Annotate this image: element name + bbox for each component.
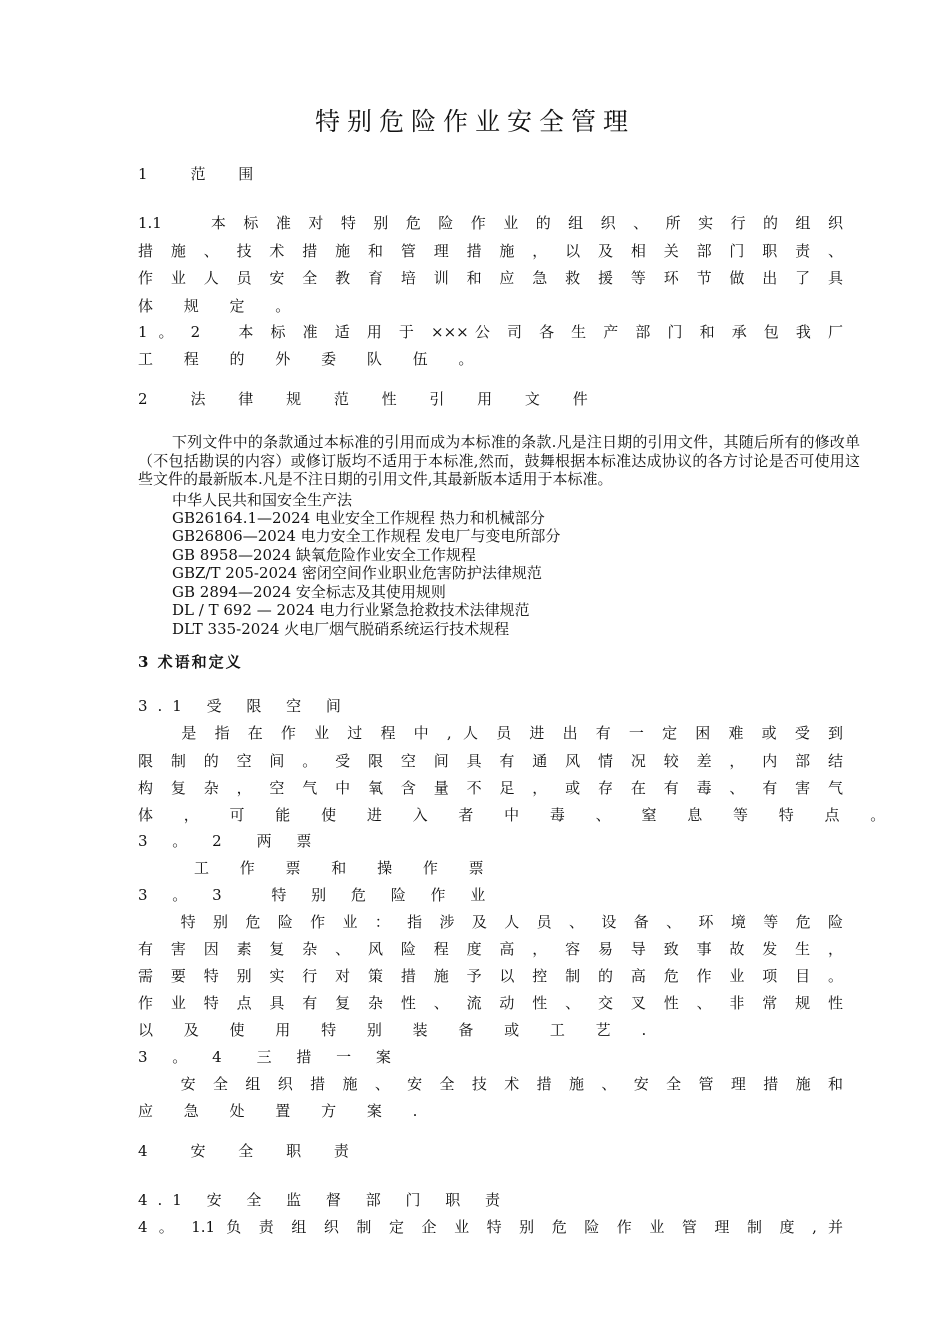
document-title: 特别危险作业安全管理 [314, 107, 635, 136]
term-3-3-heading: 3 。 3 特 别 危 险 作 业 [138, 886, 496, 904]
section-2-heading: 2 法 律 规 范 性 引 用 文 件 [138, 390, 602, 408]
section-2-intro: 下列文件中的条款通过本标准的引用而成为本标准的条款.凡是注日期的引用文件，其随后所有的修改单（不包括勘误的内容）或修订版均不适用于本标准,然而，鼓舞根据本标准达成协议的各方讨论是否可使用这些文件的最新版本.凡是不注日期的引用文件,其最新版本适用于本标准。 [138, 433, 860, 488]
paragraph-line: 构 复 杂 ， 空 气 中 氧 含 量 不 足 ， 或 存 在 有 毒 、 有 害 气 [138, 779, 843, 797]
reference-item: GBZ/T 205-2024 密闭空间作业职业危害防护法律规范 [172, 564, 542, 582]
section-4-heading: 4 安 全 职 责 [138, 1142, 363, 1160]
reference-item: GB26806—2024 电力安全工作规程 发电厂与变电所部分 [172, 527, 561, 545]
subsection-4-1-heading: 4.1 安 全 监 督 部 门 职 责 [138, 1191, 511, 1209]
paragraph-line: 体 规 定 。 [138, 297, 304, 315]
reference-item: GB26164.1—2024 电业安全工作规程 热力和机械部分 [172, 509, 545, 527]
paragraph-line: 作 业 特 点 具 有 复 杂 性 、 流 动 性 、 交 叉 性 、 非 常 规 性 [138, 994, 843, 1012]
term-3-1-heading: 3.1 受 限 空 间 [138, 697, 351, 715]
paragraph-line: 体 ， 可 能 使 进 入 者 中 毒 、 窒 息 等 特 点 。 [138, 806, 899, 824]
reference-item: DLT 335-2024 火电厂烟气脱硝系统运行技术规程 [172, 620, 510, 638]
paragraph-line: 限 制 的 空 间 。 受 限 空 间 具 有 通 风 情 况 较 差 ， 内 部 结 [138, 752, 843, 770]
term-3-2-heading: 3 。 2 两 票 [138, 832, 322, 850]
paragraph-line: 是 指 在 作 业 过 程 中 , 人 员 进 出 有 一 定 困 难 或 受 到 [138, 724, 843, 742]
paragraph-line: 工 程 的 外 委 队 伍 。 [138, 350, 487, 368]
paragraph-line: 措 施 、 技 术 措 施 和 管 理 措 施 ， 以 及 相 关 部 门 职 责 、 [138, 242, 843, 260]
paragraph-line: 4 。 1.1 负 责 组 织 制 定 企 业 特 别 危 险 作 业 管 理 制 度 , 并 [138, 1218, 843, 1236]
paragraph-line: 工 作 票 和 操 作 票 [138, 859, 497, 877]
section-1-heading: 1 范 围 [138, 165, 268, 183]
reference-item: DL / T 692 — 2024 电力行业紧急抢救技术法律规范 [172, 601, 530, 619]
paragraph-line: 安 全 组 织 措 施 、 安 全 技 术 措 施 、 安 全 管 理 措 施 和 [138, 1075, 843, 1093]
paragraph-line: 以 及 使 用 特 别 装 备 或 工 艺 . [138, 1021, 660, 1039]
paragraph-line: 需 要 特 别 实 行 对 策 措 施 予 以 控 制 的 高 危 作 业 项 目 。 [138, 967, 843, 985]
section-3-heading: 3 术语和定义 [138, 653, 243, 671]
paragraph-line: 特 别 危 险 作 业 ： 指 涉 及 人 员 、 设 备 、 环 境 等 危 险 [138, 913, 843, 931]
reference-item: GB 8958—2024 缺氧危险作业安全工作规程 [172, 546, 476, 564]
reference-item: 中华人民共和国安全生产法 [172, 491, 353, 509]
term-3-4-heading: 3 。 4 三 措 一 案 [138, 1048, 401, 1066]
paragraph-line: 应 急 处 置 方 案 . [138, 1102, 431, 1120]
paragraph-line: 1 。 2 本 标 准 适 用 于 ×××公 司 各 生 产 部 门 和 承 包 我 厂 [138, 323, 843, 341]
paragraph-line: 有 害 因 素 复 杂 、 风 险 程 度 高 ， 容 易 导 致 事 故 发 生 ， [138, 940, 843, 958]
paragraph-line: 1.1 本 标 准 对 特 别 危 险 作 业 的 组 织 、 所 实 行 的 组 织 [138, 214, 843, 232]
paragraph-line: 作 业 人 员 安 全 教 育 培 训 和 应 急 救 援 等 环 节 做 出 了 具 [138, 269, 843, 287]
reference-item: GB 2894—2024 安全标志及其使用规则 [172, 583, 446, 601]
